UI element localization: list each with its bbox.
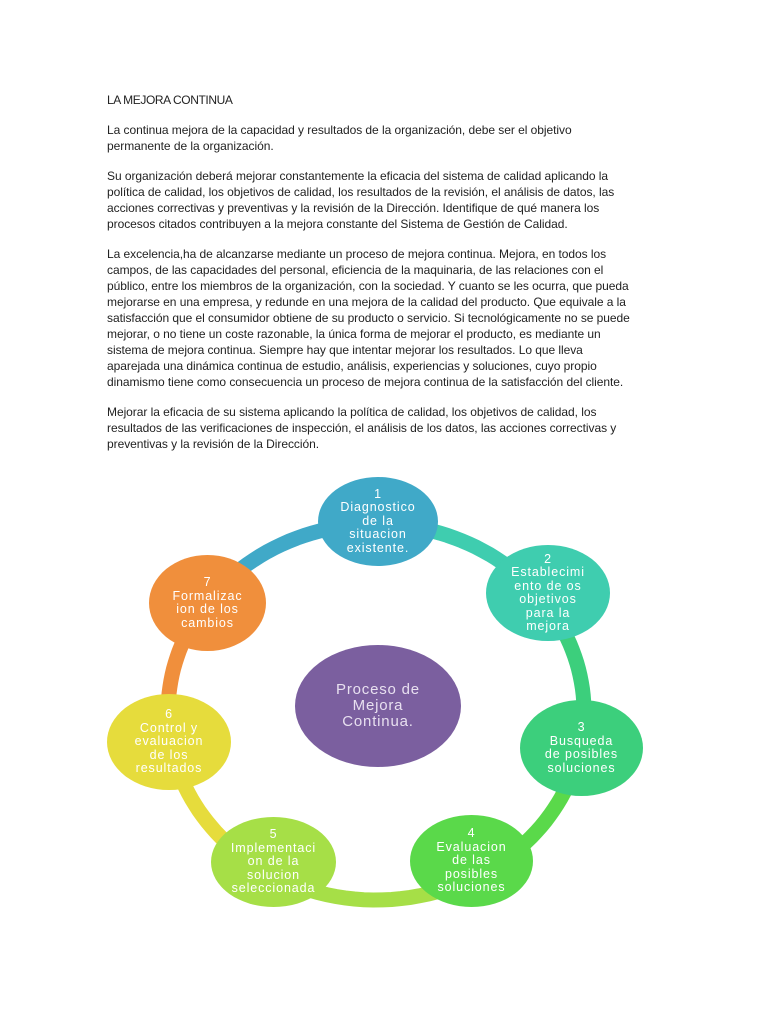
step-1-circle: 1 Diagnostico de la situacion existente. [318, 477, 438, 566]
paragraph-1: La continua mejora de la capacidad y resultados de la organización, debe ser el objetivo permanente de la organización. [107, 123, 572, 153]
step-7-circle: 7 Formalizac ion de los cambios [149, 555, 266, 651]
center-circle: Proceso de Mejora Continua. [295, 645, 461, 767]
paragraph-2: Su organización deberá mejorar constantemente la eficacia del sistema de calidad aplicando la política de calidad, los objetivos de calidad, los resultados de la revisión, el análisis de datos, las acciones correctivas y preventivas y la revisión de la Dirección. Identifique de qué manera los procesos citados contribuyen a la mejora constante del Sistema de Gestión de Calidad. [107, 169, 615, 231]
step-4-circle: 4 Evaluacion de las posibles soluciones [410, 815, 533, 907]
step-3-circle: 3 Busqueda de posibles soluciones [520, 700, 643, 796]
document-title: LA MEJORA CONTINUA [107, 93, 233, 107]
paragraph-4: Mejorar la eficacia de su sistema aplicando la política de calidad, los objetivos de calidad, los resultados de las verificaciones de inspección, el análisis de los datos, las acciones correctivas y preventivas y la revisión de la Dirección. [107, 405, 617, 451]
step-5-circle: 5 Implementaci on de la solucion seleccionada [211, 817, 336, 907]
step-2-circle: 2 Establecimi ento de os objetivos para la mejora [486, 545, 610, 641]
paragraph-3: La excelencia,ha de alcanzarse mediante un proceso de mejora continua. Mejora, en todos los campos, de las capacidades del personal, eficiencia de la maquinaria, de las relaciones con el público, entre los miembros de la organización, con la sociedad. Y cuanto se les ocurra, que pueda mejorarse en una empresa, y redunde en una mejora de la calidad del producto. Que equivale a la satisfacción que el consumidor obtiene de su producto o servicio. Si tecnológicamente no se puede mejorar, o no tiene un coste razonable, la única forma de mejorar el producto, es mediante un sistema de mejora continua. Siempre hay que intentar mejorar los resultados. Lo que lleva aparejada una dinámica continua de estudio, análisis, experiencias y soluciones, cuyo propio dinamismo tiene como consecuencia un proceso de mejora continua de la satisfacción del cliente. [107, 247, 630, 389]
step-6-circle: 6 Control y evaluacion de los resultados [107, 694, 231, 790]
